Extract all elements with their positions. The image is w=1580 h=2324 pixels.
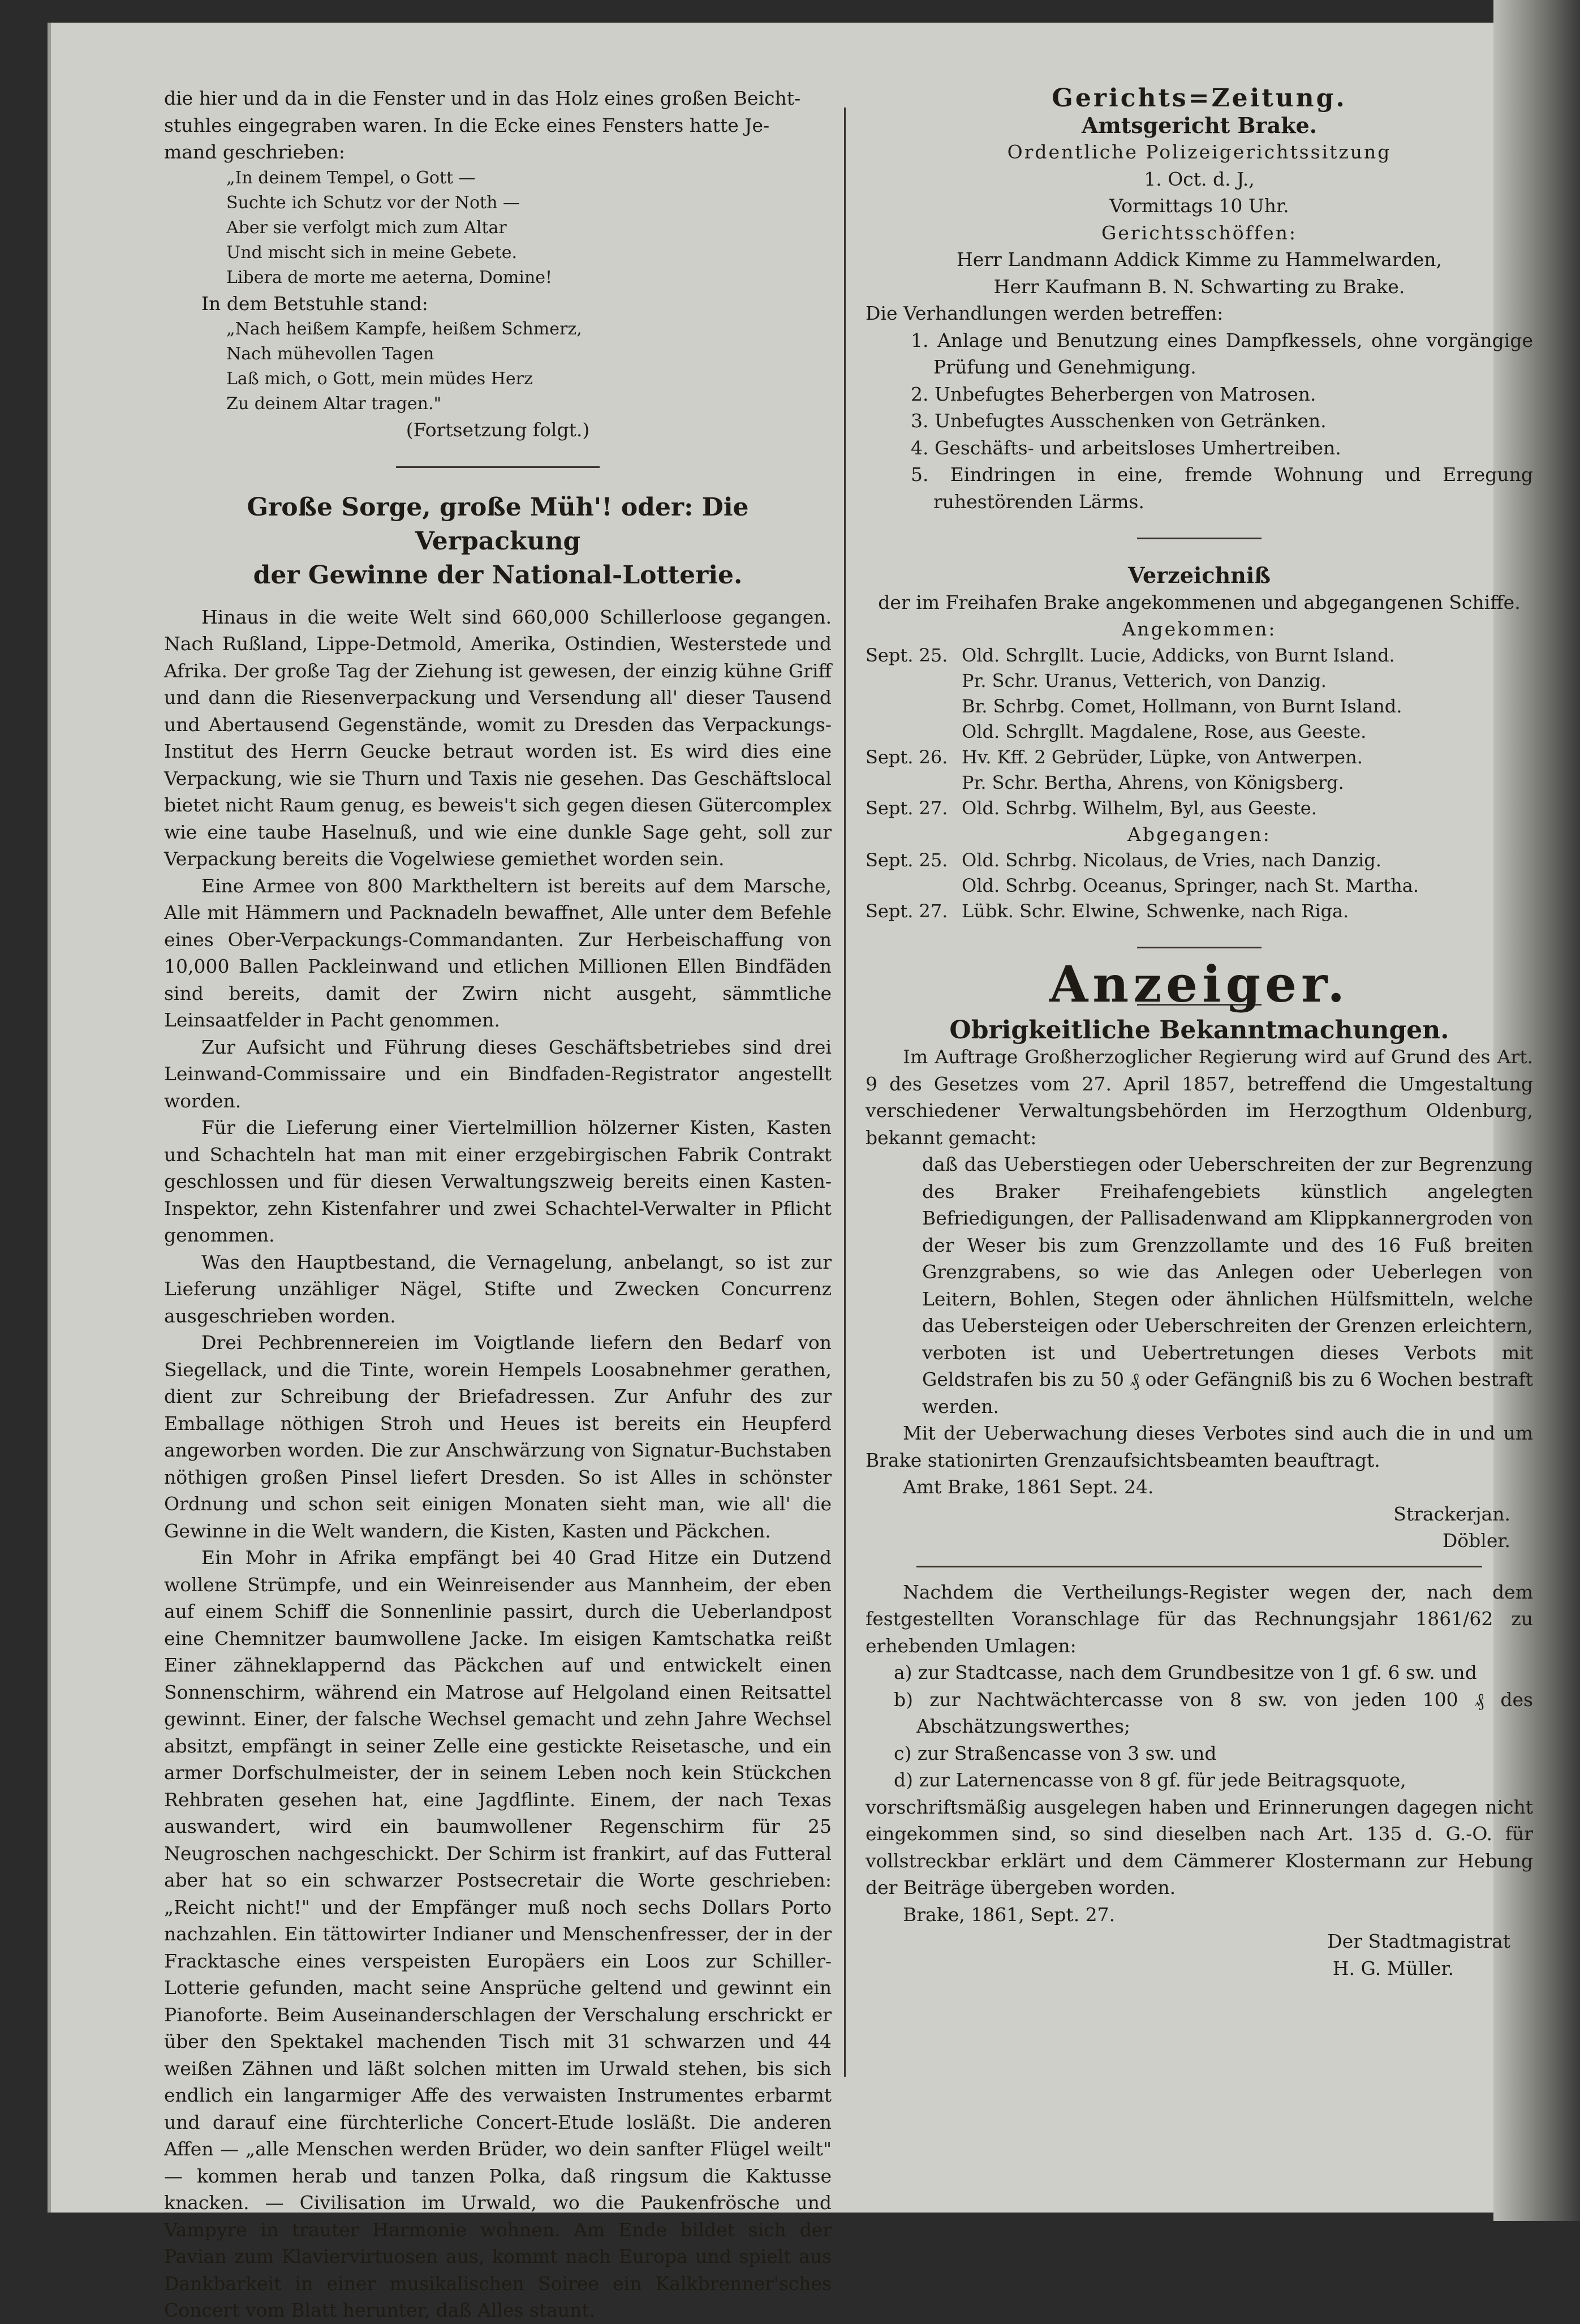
departed-label: Abgegangen: [1127,823,1271,845]
notice-body: daß das Ueberstiegen oder Ueberschreiten der zur Begrenzung des Braker Freihafengebiets künstlich angelegten Befriedigungen, der Pallisadenwand am Klippkannergroden von der Weser bis zum Grenzzollamte und des 16 Fuß breiten Grenzgrabens, so wie das Anlegen oder Ueberlegen von Leitern, Bohlen, Stegen oder ähnlichen Hülfsmitteln, welche das Uebersteigen oder Ueberschreiten der Grenzen erleichtern, verboten ist und Uebertretungen dieses Verbots mit Geldstrafen bis zu 50 ₰ oder Gefängniß bis zu 6 Wochen bestraft werden. [922,1153,1533,1417]
table-row [866,873,1533,899]
signature: Strackerjan. [1393,1502,1510,1525]
departed-table [866,848,1533,924]
levy-item: c) zur Straßencasse von 3 sw. und [894,1742,1217,1764]
poem-line: Aber sie verfolgt mich zum Altar [226,217,507,238]
ship-entry: Hv. Kff. 2 Gebrüder, Lüpke, von Antwerpen. [962,746,1363,768]
judge-line: Herr Kaufmann B. N. Schwarting zu Brake. [993,275,1405,298]
section-rule [396,466,600,468]
proceedings-list [911,327,1533,516]
poem-line: Und mischt sich in meine Gebete. [226,242,518,263]
poem-line: Laß mich, o Gott, mein müdes Herz [226,369,533,389]
ships-title: Verzeichniß [1127,562,1271,588]
article-title-line: der Gewinne der National-Lotterie. [253,560,743,590]
intro-line: stuhles eingegraben waren. In die Ecke eines Fensters hatte Je- [164,114,770,136]
intro-line: mand geschrieben: [164,141,346,163]
levy-item: b) zur Nachtwächtercasse von 8 sw. von jeden 100 ₰ des Abschätzungswerthes; [894,1688,1533,1737]
official-notices-title: Obrigkeitliche Bekanntmachungen. [949,1015,1449,1045]
ship-date [866,668,962,694]
poem-line: Nach mühevollen Tagen [226,344,434,364]
article-title-line: Große Sorge, große Müh'! oder: Die Verpackung [247,492,749,556]
article-paragraph: Ein Mohr in Afrika empfängt bei 40 Grad Hitze ein Dutzend wollene Strümpfe, und ein Weinreisender aus Mannheim, der eben auf einem Schiff die Sonnenlinie passirt, durch die Ueberlandpost eine Chemnitzer baumwollene Jacke. Im eisigen Kamtschatka reißt Einer zähneklappernd das Päckchen auf und entwickelt einen Sonnenschirm, während ein Matrose auf Helgoland einen Reitsattel gewinnt. Einer, der falsche Wechsel gemacht und zehn Jahre Wechsel absitzt, empfängt in seiner Zelle eine gestickte Reisetasche, und ein armer Dorfschulmeister, der in seinem Leben noch kein Stückchen Rehbraten gesehen hat, eine Jagdflinte. Einem, der nach Texas auswandert, wird ein baumwollener Regenschirm für 25 Neugroschen nachgeschickt. Der Schirm ist frankirt, auf das Futteral aber hat so ein schwarzer Postsecretair die Worte geschrieben: „Reicht nicht!" und der Empfänger muß noch sechs Dollars Porto nachzahlen. Ein tättowirter Indianer und Menschenfresser, der in der Fracktasche eines verspeisten Europäers ein Loos zur Schiller-Lotterie gefunden, macht seine Ansprüche geltend und gewinnt ein Pianoforte. Beim Auseinanderschlagen der Verschalung erschrickt er über den Spektakel machenden Tisch mit 31 schwarzen und 44 weißen Zähnen und läßt solchen mitten im Urwald stehen, bis sich endlich ein langarmiger Affe des verwaisten Instrumentes erbarmt und darauf eine fürchterliche Concert-Etude losläßt. Die anderen Affen — „alle Menschen werden Brüder, wo dein sanfter Flügel weilt" — kommen herab und tanzen Polka, daß ringsum die Kaktusse knacken. — Civilisation im Urwald, wo die Paukenfrösche und Vampyre in trauter Harmonie wohnen. Am Ende bildet sich der Pavian zum Klaviervirtuosen aus, kommt nach Europa und spielt aus Dankbarkeit in einer musikalischen Soiree ein Kalkbrenner'sches Concert vom Blatt herunter, daß Alles staunt. [164,1547,832,2321]
proceedings-item: 1. Anlage und Benutzung eines Dampfkessels, ohne vorgängige Prüfung und Genehmigung. [911,329,1533,378]
article-paragraph: Hinaus in die weite Welt sind 660,000 Schillerloose gegangen. Nach Rußland, Lippe-Detmold, Amerika, Ostindien, Westerstede und Afrika. Der große Tag der Ziehung ist gewesen, der einzig kühne Griff und dann die Riesenverpackung und Versendung all' dieser Tausend und Abertausend Gegenstände, womit zu Dresden das Verpackungs-Institut des Herrn Geucke betraut worden ist. Es wird dies eine Verpackung, wie sie Thurn und Taxis nie gesehen. Das Geschäftslocal bietet nicht Raum genug, es beweis't sich gegen diesen Gütercomplex wie eine taube Haselnuß, und wie eine dunkle Sage geht, soll zur Verpackung bereits die Vogelwiese gemiethet worden sein. [164,605,832,870]
article-paragraph: Eine Armee von 800 Marktheltern ist bereits auf dem Marsche, Alle mit Hämmern und Packnadeln bewaffnet, Alle unter dem Befehle eines Ober-Verpackungs-Commandanten. Zur Herbeischaffung von 10,000 Ballen Packleinwand und etlichen Millionen Ellen Bindfäden sind bereits, damit der Zwirn nicht ausgeht, sämmtliche Leinsaatfelder in Pacht genommen. [164,874,832,1031]
ship-entry: Br. Schrbg. Comet, Hollmann, von Burnt Island. [962,695,1402,717]
article-paragraph: Drei Pechbrennereien im Voigtlande liefern den Bedarf von Siegellack, und die Tinte, worein Hempels Loosabnehmer gerathen, dient zur Schreibung der Briefadressen. Zur Anfuhr des zur Emballage nöthigen Stroh und Heues ist bereits ein Heupferd angeworben worden. Die zur Anschwärzung von Signatur-Buchstaben nöthigen großen Pinsel liefert Dresden. So ist Alles in schönster Ordnung und schon seit einigen Monaten sieht man, wie all' die Gewinne in die Welt wandern, die Kisten, Kasten und Päckchen. [164,1331,832,1542]
notice2-place-date: Brake, 1861, Sept. 27. [903,1903,1116,1926]
judge-line: Herr Landmann Addick Kimme zu Hammelwarden, [956,248,1443,270]
section-rule [1137,538,1262,539]
ship-entry: Old. Schrbg. Wilhelm, Byl, aus Geeste. [962,797,1317,819]
table-row [866,668,1533,694]
ship-date: Sept. 26. [866,746,948,768]
intro-line: die hier und da in die Fenster und in das Holz eines großen Beicht- [164,87,801,109]
signature: H. G. Müller. [1332,1957,1454,1979]
ship-entry: Pr. Schr. Uranus, Vetterich, von Danzig. [962,669,1327,691]
notice-place-date: Amt Brake, 1861 Sept. 24. [903,1476,1154,1498]
session-date: 1. Oct. d. J., [1144,167,1255,190]
judges-label: Gerichtsschöffen: [1101,221,1298,244]
poem-line: Suchte ich Schutz vor der Noth — [226,192,520,213]
article-paragraph: Für die Lieferung einer Viertelmillion hölzerner Kisten, Kasten und Schachteln hat man mit einer erzgebirgischen Fabrik Contrakt geschlossen und für diesen Verwaltungszweig bereits einen Kasten-Inspektor, zehn Kistenfahrer und zwei Schachtel-Verwalter in Pflicht genommen. [164,1116,832,1246]
levy-item: d) zur Laternencasse von 8 gf. für jede Beitragsquote, [894,1769,1406,1791]
levy-list [894,1659,1533,1794]
court-name: Amtsgericht Brake. [1082,112,1317,138]
ship-entry: Old. Schrgllt. Lucie, Addicks, von Burnt Island. [962,644,1395,666]
poem-betstuhl [226,317,832,416]
poem-line: „Nach heißem Kampfe, heißem Schmerz, [226,319,582,339]
table-row [866,770,1533,796]
article-paragraph: Zur Aufsicht und Führung dieses Geschäftsbetriebes sind drei Leinwand-Commissaire und ein Bindfaden-Registrator angestellt worden. [164,1036,832,1112]
poem-line: Libera de morte me aeterna, Domine! [226,267,553,287]
levy-item: a) zur Stadtcasse, nach dem Grundbesitze von 1 gf. 6 sw. und [894,1661,1477,1683]
anzeiger-title: Anzeiger. [1049,955,1350,1013]
poem-window [226,166,832,290]
notice-intro: Im Auftrage Großherzoglicher Regierung wird auf Grund des Art. 9 des Gesetzes vom 27. April 1857, betreffend die Umgestaltung verschiedener Verwaltungsbehörden im Herzogthum Oldenburg, bekannt gemacht: [866,1046,1533,1149]
session-line: Ordentliche Polizeigerichtssitzung [1007,141,1392,163]
ship-date: Sept. 27. [866,900,948,922]
section-rule [1137,947,1262,948]
article-title [164,491,832,592]
proceedings-item: 2. Unbefugtes Beherbergen von Matrosen. [911,383,1316,405]
arrived-label: Angekommen: [1122,618,1277,640]
ship-entry: Old. Schrbg. Oceanus, Springer, nach St. Martha. [962,875,1419,896]
ship-date [866,770,962,796]
continued-note: (Fortsetzung folgt.) [406,419,590,441]
ship-date [866,873,962,899]
ship-entry: Old. Schrgllt. Magdalene, Rose, aus Geeste. [962,720,1367,742]
article-paragraph: Was den Hauptbestand, die Vernagelung, anbelangt, so ist zur Lieferung unzähliger Nägel, Stifte und Zwecken Concurrenz ausgeschrieben worden. [164,1251,832,1327]
table-row [866,719,1533,745]
signature: Der Stadtmagistrat [1327,1930,1510,1952]
court-news-title: Gerichts=Zeitung. [1052,84,1347,113]
section-rule [916,1566,1482,1567]
ship-entry: Pr. Schr. Bertha, Ahrens, von Königsberg. [962,771,1344,793]
table-row [866,694,1533,719]
notice-extra: Mit der Ueberwachung dieses Verbotes sind auch die in und um Brake stationirten Grenzaufsichtsbeamten beauftragt. [866,1422,1533,1471]
table-row [866,643,1533,668]
right-column [866,85,1533,1982]
ship-date: Sept. 27. [866,797,948,819]
signature: Döbler. [1442,1530,1510,1552]
ship-entry: Old. Schrbg. Nicolaus, de Vries, nach Danzig. [962,849,1381,871]
session-time: Vormittags 10 Uhr. [1109,195,1289,217]
notice2-intro: Nachdem die Vertheilungs-Register wegen der, nach dem festgestellten Voranschlage für das Rechnungsjahr 1861/62 zu erhebenden Umlagen: [866,1580,1533,1657]
ship-entry: Lübk. Schr. Elwine, Schwenke, nach Riga. [962,900,1349,922]
table-row [866,796,1533,821]
betstuhl-line: In dem Betstuhle stand: [201,292,428,315]
left-column [164,85,832,2324]
ship-date: Sept. 25. [866,849,948,871]
poem-line: Zu deinem Altar tragen." [226,394,442,414]
proceedings-item: 3. Unbefugtes Ausschenken von Getränken. [911,410,1327,432]
column-divider [844,108,846,2077]
ship-date: Sept. 25. [866,644,948,666]
arrived-table [866,643,1533,821]
table-row [866,899,1533,924]
proceedings-item: 4. Geschäfts- und arbeitsloses Umhertreiben. [911,436,1341,459]
ship-date [866,694,962,719]
ship-date [866,719,962,745]
table-row [866,848,1533,873]
proceedings-intro: Die Verhandlungen werden betreffen: [866,302,1224,324]
proceedings-item: 5. Eindringen in eine, fremde Wohnung und Erregung ruhestörenden Lärms. [911,463,1533,513]
notice2-body: vorschriftsmäßig ausgelegen haben und Erinnerungen dagegen nicht eingekommen sind, so sind dieselben nach Art. 135 d. G.-O. für vollstreckbar erklärt und dem Cämmerer Klostermann zur Hebung der Beiträge übergeben worden. [866,1795,1533,1898]
ships-subtitle: der im Freihafen Brake angekommenen und abgegangenen Schiffe. [878,591,1521,613]
table-row [866,745,1533,770]
poem-line: „In deinem Tempel, o Gott — [226,167,476,188]
